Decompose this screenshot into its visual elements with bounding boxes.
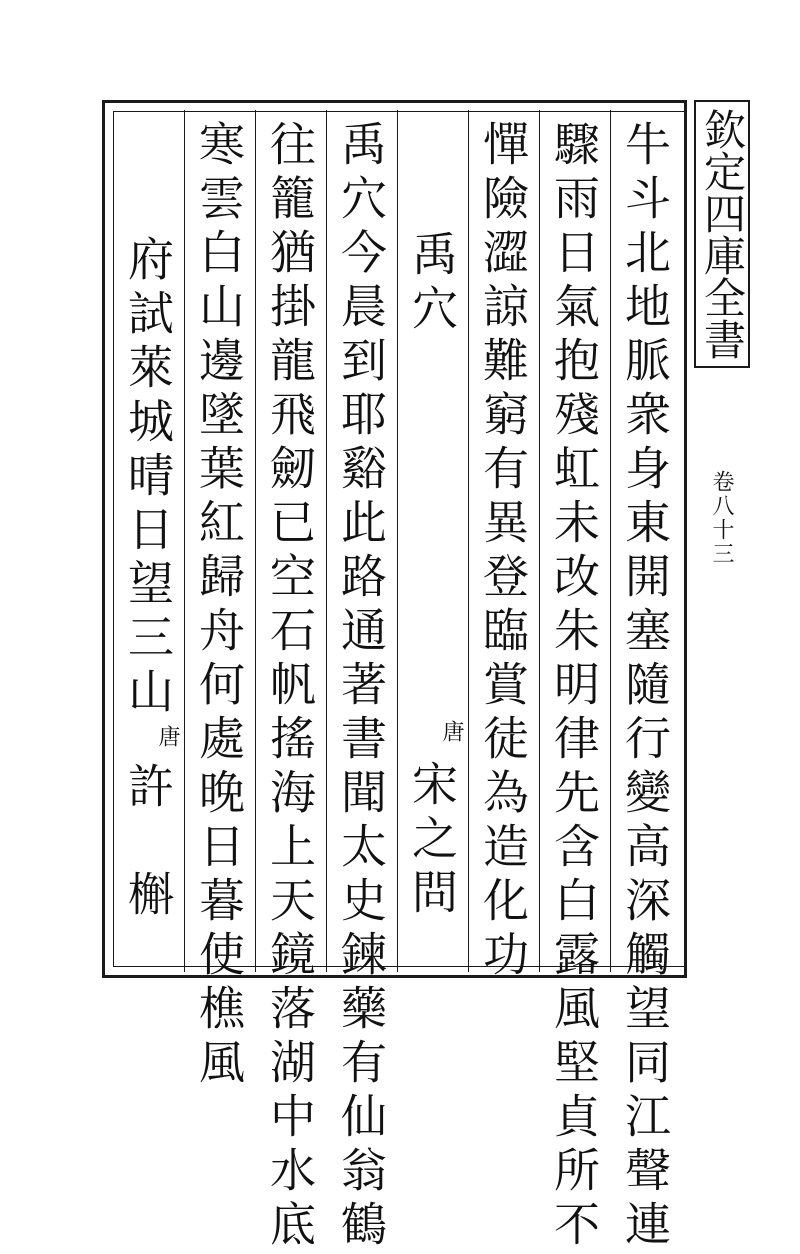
author-name: 宋之問	[405, 760, 459, 922]
poem-title: 府試萊城晴日望三山	[121, 235, 175, 721]
column-rule	[184, 110, 185, 972]
juan-number: 卷八十三	[709, 470, 734, 566]
author-name: 許 槲	[121, 762, 175, 924]
column-rule	[326, 110, 327, 972]
text-column-6: 往籠猶掛龍飛劒已空石帆搖海上天鏡落湖中水底	[263, 120, 317, 1254]
text-column-2: 驟雨日氣抱殘虹未改朱明律先含白露風堅貞所不	[547, 120, 601, 1254]
dynasty-label: 唐	[155, 725, 180, 747]
text-column-7: 寒雲白山邊墜葉紅歸舟何處晚日暮使樵風	[192, 120, 246, 1092]
dynasty-label: 唐	[439, 720, 464, 742]
poem-title: 禹穴	[405, 230, 459, 338]
book-title: 欽定四庫全書	[694, 100, 750, 368]
column-rule	[539, 110, 540, 972]
text-column-3: 憚險澀諒難窮有異登臨賞徒為造化功	[476, 120, 530, 984]
column-rule	[468, 110, 469, 972]
column-rule	[610, 110, 611, 972]
text-column-5: 禹穴今晨到耶谿此路通著書聞太史鍊藥有仙翁鶴	[334, 120, 388, 1254]
page-margin	[690, 100, 750, 978]
text-column-1: 牛斗北地脈衆身東開塞隨行變高深觸望同江聲連	[618, 120, 672, 1254]
column-rule	[397, 110, 398, 972]
column-rule	[255, 110, 256, 972]
